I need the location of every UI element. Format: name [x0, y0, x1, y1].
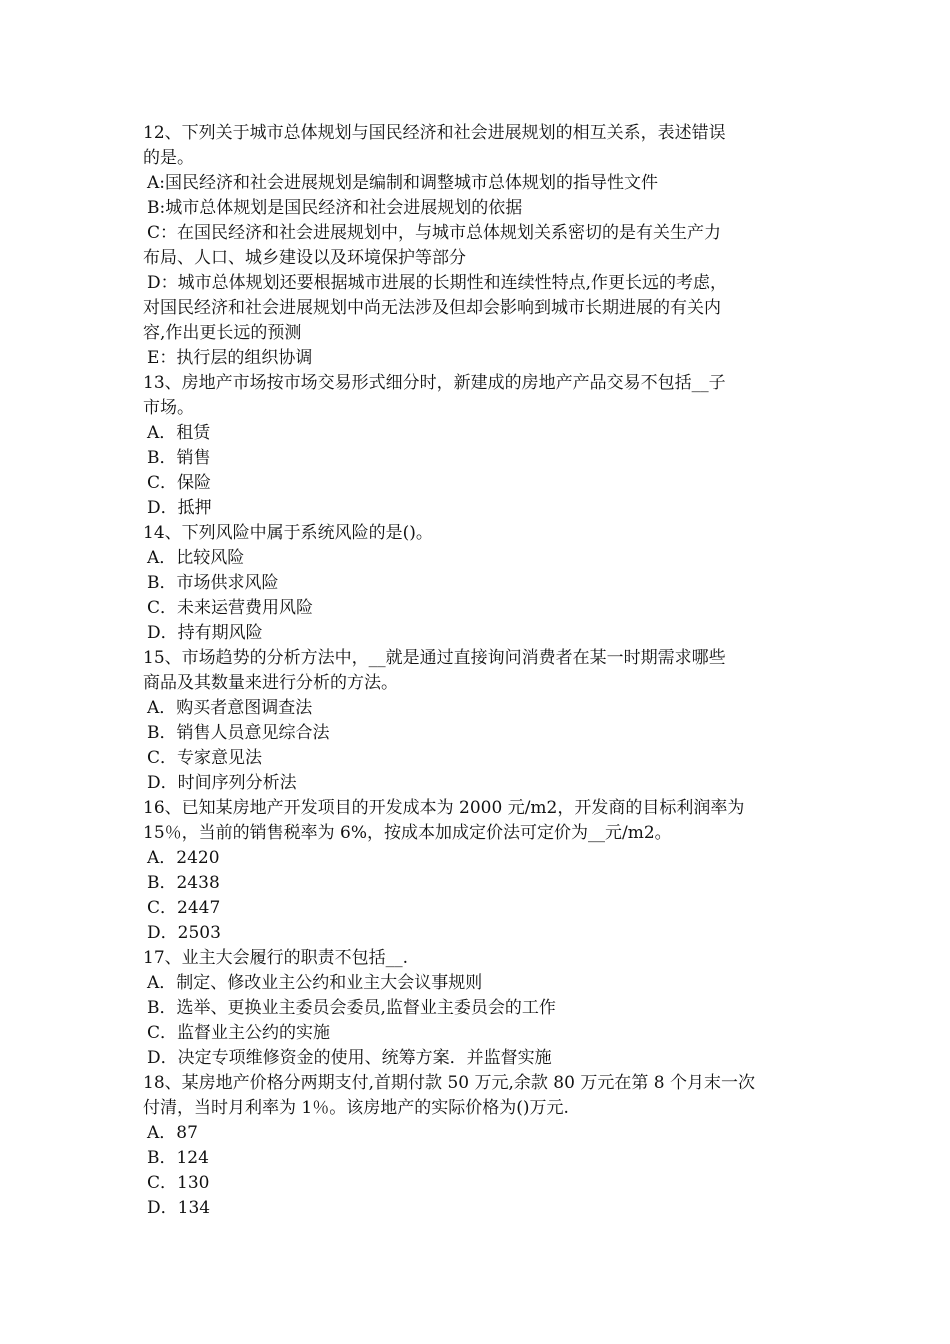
answer-option-line: D．决定专项维修资金的使用、统筹方案．并监督实施	[147, 1048, 552, 1068]
answer-option-line: D：城市总体规划还要根据城市进展的长期性和连续性特点,作更长远的考虑，	[147, 273, 728, 293]
answer-option-line: B．销售人员意见综合法	[147, 723, 330, 743]
answer-option-line: C．保险	[147, 473, 212, 493]
answer-option-line: A．租赁	[147, 423, 211, 443]
answer-option-line: B．2438	[147, 873, 220, 893]
answer-option-line: B．市场供求风险	[147, 573, 279, 593]
question-text-line: 16、已知某房地产开发项目的开发成本为 2000 元/m2，开发商的目标利润率为	[143, 798, 745, 818]
answer-option-line: C．2447	[147, 898, 221, 918]
answer-option-line: D．抵押	[147, 498, 212, 518]
question-text-line: 17、业主大会履行的职责不包括__.	[143, 948, 409, 968]
answer-option-line: A:国民经济和社会进展规划是编制和调整城市总体规划的指导性文件	[147, 173, 659, 193]
answer-option-line: A．购买者意图调查法	[147, 698, 313, 718]
question-text-line: 付清，当时月利率为 1％。该房地产的实际价格为()万元.	[143, 1098, 569, 1118]
question-text-line: 15％，当前的销售税率为 6%，按成本加成定价法可定价为__元/m2。	[143, 823, 672, 843]
answer-option-line: A．制定、修改业主公约和业主大会议事规则	[147, 973, 483, 993]
answer-option-line: C．未来运营费用风险	[147, 598, 314, 618]
answer-option-line: A．2420	[147, 848, 220, 868]
question-text-line: 的是。	[143, 148, 194, 168]
answer-option-line: D．持有期风险	[147, 623, 263, 643]
answer-option-line: B．选举、更换业主委员会委员,监督业主委员会的工作	[147, 998, 556, 1018]
answer-option-line: B:城市总体规划是国民经济和社会进展规划的依据	[147, 198, 523, 218]
question-text-line: 14、下列风险中属于系统风险的是()。	[143, 523, 433, 543]
question-text-line: 13、房地产市场按市场交易形式细分时，新建成的房地产产品交易不包括__子	[143, 373, 726, 393]
answer-option-line: C．130	[147, 1173, 210, 1193]
answer-option-line: C．专家意见法	[147, 748, 263, 768]
question-text-line: 布局、人口、城乡建设以及环境保护等部分	[143, 248, 466, 268]
question-text-line: 12、下列关于城市总体规划与国民经济和社会进展规划的相互关系，表述错误	[143, 123, 726, 143]
answer-option-line: A．87	[147, 1123, 198, 1143]
answer-option-line: B．124	[147, 1148, 209, 1168]
answer-option-line: D．时间序列分析法	[147, 773, 297, 793]
question-text-line: 对国民经济和社会进展规划中尚无法涉及但却会影响到城市长期进展的有关内	[143, 298, 721, 318]
document-page	[143, 121, 811, 1221]
answer-option-line: C．监督业主公约的实施	[147, 1023, 331, 1043]
answer-option-line: C：在国民经济和社会进展规划中，与城市总体规划关系密切的是有关生产力	[147, 223, 722, 243]
answer-option-line: B．销售	[147, 448, 211, 468]
answer-option-line: A．比较风险	[147, 548, 245, 568]
question-text-line: 15、市场趋势的分析方法中，__就是通过直接询问消费者在某一时期需求哪些	[143, 648, 726, 668]
question-text-line: 商品及其数量来进行分析的方法。	[143, 673, 398, 693]
question-text-line: 容,作出更长远的预测	[143, 323, 302, 343]
answer-option-line: E：执行层的组织协调	[147, 348, 313, 368]
question-text-line: 市场。	[143, 398, 194, 418]
answer-option-line: D．2503	[147, 923, 221, 943]
question-text-line: 18、某房地产价格分两期支付,首期付款 50 万元,余款 80 万元在第 8 个月末一次	[143, 1073, 755, 1093]
answer-option-line: D．134	[147, 1198, 211, 1218]
